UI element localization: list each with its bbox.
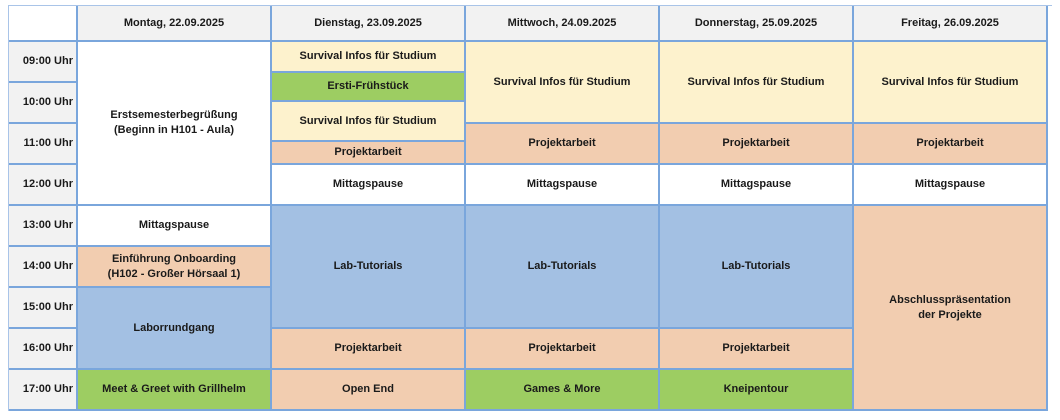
corner-cell	[9, 6, 78, 42]
event-fri-survival: Survival Infos für Studium	[854, 42, 1048, 124]
day-header-wednesday: Mittwoch, 24.09.2025	[466, 6, 660, 42]
time-label-0900: 09:00 Uhr	[9, 42, 78, 83]
event-tue-survival-1: Survival Infos für Studium	[272, 42, 466, 73]
time-label-1500: 15:00 Uhr	[9, 288, 78, 329]
event-wed-lunch: Mittagspause	[466, 165, 660, 206]
time-label-1700: 17:00 Uhr	[9, 370, 78, 411]
event-fri-project: Projektarbeit	[854, 124, 1048, 165]
event-mon-welcome: Erstsemesterbegrüßung (Beginn in H101 - Aula)	[78, 42, 272, 206]
day-header-thursday: Donnerstag, 25.09.2025	[660, 6, 854, 42]
event-tue-survival-2: Survival Infos für Studium	[272, 102, 466, 142]
event-mon-onboarding: Einführung Onboarding (H102 - Großer Hörsaal 1)	[78, 247, 272, 288]
event-fri-lunch: Mittagspause	[854, 165, 1048, 206]
event-thu-pub-tour: Kneipentour	[660, 370, 854, 411]
event-mon-meet-greet: Meet & Greet with Grillhelm	[78, 370, 272, 411]
event-tue-project-2: Projektarbeit	[272, 329, 466, 370]
schedule-table	[8, 5, 1052, 411]
event-wed-survival: Survival Infos für Studium	[466, 42, 660, 124]
time-label-1400: 14:00 Uhr	[9, 247, 78, 288]
time-label-1100: 11:00 Uhr	[9, 124, 78, 165]
day-header-friday: Freitag, 26.09.2025	[854, 6, 1048, 42]
event-wed-project-1: Projektarbeit	[466, 124, 660, 165]
event-mon-lunch: Mittagspause	[78, 206, 272, 247]
event-wed-games: Games & More	[466, 370, 660, 411]
time-label-1200: 12:00 Uhr	[9, 165, 78, 206]
event-tue-lab-tutorials: Lab-Tutorials	[272, 206, 466, 329]
event-fri-final-presentation: Abschlusspräsentation der Projekte	[854, 206, 1048, 411]
event-wed-project-2: Projektarbeit	[466, 329, 660, 370]
event-thu-lunch: Mittagspause	[660, 165, 854, 206]
event-tue-project-1: Projektarbeit	[272, 142, 466, 165]
event-tue-open-end: Open End	[272, 370, 466, 411]
time-label-1300: 13:00 Uhr	[9, 206, 78, 247]
day-header-tuesday: Dienstag, 23.09.2025	[272, 6, 466, 42]
event-mon-lab-tour: Laborrundgang	[78, 288, 272, 370]
event-thu-lab-tutorials: Lab-Tutorials	[660, 206, 854, 329]
event-tue-lunch: Mittagspause	[272, 165, 466, 206]
event-thu-survival: Survival Infos für Studium	[660, 42, 854, 124]
tuesday-morning-block	[272, 42, 466, 165]
event-wed-lab-tutorials: Lab-Tutorials	[466, 206, 660, 329]
event-tue-breakfast: Ersti-Frühstück	[272, 73, 466, 102]
time-label-1600: 16:00 Uhr	[9, 329, 78, 370]
time-label-1000: 10:00 Uhr	[9, 83, 78, 124]
day-header-monday: Montag, 22.09.2025	[78, 6, 272, 42]
event-thu-project-2: Projektarbeit	[660, 329, 854, 370]
event-thu-project-1: Projektarbeit	[660, 124, 854, 165]
